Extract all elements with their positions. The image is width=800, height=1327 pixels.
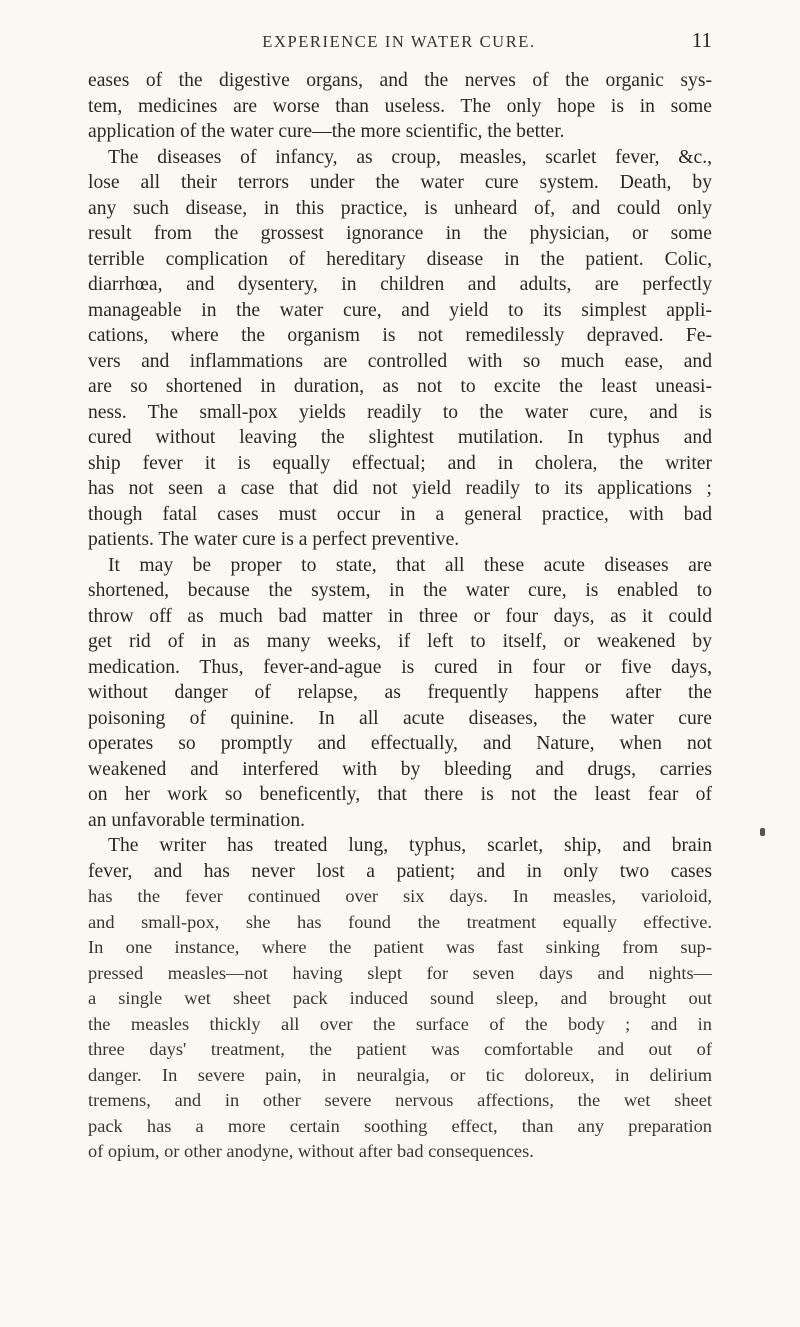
- text-line: operates so promptly and effectually, and Nature, when not: [88, 733, 712, 754]
- text-line: lose all their terrors under the water cure system. Death, by: [88, 172, 712, 193]
- text-line: weakened and interfered with by bleeding and drugs, carries: [88, 758, 712, 780]
- body-text: [88, 68, 712, 1165]
- text-line: diarrhœa, and dysentery, in children and adults, are perfectly: [88, 274, 712, 295]
- text-line: tem, medicines are worse than useless. The only hope is in some: [88, 95, 712, 117]
- text-line: patients. The water cure is a perfect preventive.: [88, 529, 460, 550]
- text-line: on her work so beneficently, that there is not the least fear of: [88, 784, 712, 805]
- text-line: without danger of relapse, as frequently happens after the: [88, 682, 712, 703]
- text-line: The diseases of infancy, as croup, measles, scarlet fever, &c.,: [108, 146, 712, 168]
- text-line: the measles thickly all over the surface of the body ; and in: [88, 1013, 712, 1034]
- text-line: has not seen a case that did not yield readily to its applications ;: [88, 478, 712, 499]
- text-line: an unfavorable termination.: [88, 809, 306, 831]
- text-line: three days' treatment, the patient was comfortable and out of: [88, 1039, 712, 1059]
- text-line: throw off as much bad matter in three or four days, as it could: [88, 605, 712, 627]
- page-number: 11: [691, 28, 712, 52]
- text-line: any such disease, in this practice, is unheard of, and could only: [88, 197, 712, 219]
- text-line: terrible complication of hereditary disease in the patient. Colic,: [88, 248, 712, 270]
- text-line: shortened, because the system, in the water cure, is enabled to: [88, 580, 712, 601]
- text-line: has the fever continued over six days. In measles, varioloid,: [88, 886, 712, 906]
- text-line: The writer has treated lung, typhus, scarlet, ship, and brain: [108, 835, 712, 856]
- text-line: get rid of in as many weeks, if left to itself, or weakened by: [88, 631, 712, 652]
- running-title: EXPERIENCE IN WATER CURE.: [262, 32, 536, 51]
- ink-speck: [760, 828, 765, 836]
- text-line: of opium, or other anodyne, without after bad consequences.: [88, 1141, 534, 1161]
- text-line: though fatal cases must occur in a general practice, with bad: [88, 503, 712, 525]
- text-line: ship fever it is equally effectual; and in cholera, the writer: [88, 452, 712, 474]
- text-line: and small-pox, she has found the treatment equally effective.: [88, 911, 712, 932]
- text-line: application of the water cure—the more scientific, the better.: [88, 121, 565, 142]
- text-line: manageable in the water cure, and yield to its simplest appli-: [88, 299, 712, 321]
- text-line: cations, where the organism is not remedilessly depraved. Fe-: [88, 325, 712, 346]
- text-line: danger. In severe pain, in neuralgia, or tic doloreux, in delirium: [88, 1064, 712, 1085]
- text-line: In one instance, where the patient was fast sinking from sup-: [88, 937, 712, 957]
- text-line: fever, and has never lost a patient; and in only two cases: [88, 860, 712, 882]
- running-head: [88, 28, 710, 54]
- text-line: medication. Thus, fever-and-ague is cured in four or five days,: [88, 656, 712, 678]
- text-line: pressed measles—not having slept for seven days and nights—: [88, 962, 712, 983]
- text-line: tremens, and in other severe nervous affections, the wet sheet: [88, 1090, 712, 1110]
- text-line: result from the grossest ignorance in the physician, or some: [88, 223, 712, 244]
- text-line: are so shortened in duration, as not to excite the least uneasi-: [88, 376, 712, 397]
- text-line: eases of the digestive organs, and the nerves of the organic sys-: [88, 70, 712, 91]
- text-line: poisoning of quinine. In all acute diseases, the water cure: [88, 707, 712, 729]
- text-line: a single wet sheet pack induced sound sleep, and brought out: [88, 988, 712, 1008]
- text-line: cured without leaving the slightest mutilation. In typhus and: [88, 427, 712, 448]
- text-line: It may be proper to state, that all these acute diseases are: [108, 554, 712, 576]
- text-line: pack has a more certain soothing effect, than any preparation: [88, 1115, 712, 1136]
- text-line: vers and inflammations are controlled with so much ease, and: [88, 350, 712, 372]
- text-line: ness. The small-pox yields readily to the water cure, and is: [88, 401, 712, 423]
